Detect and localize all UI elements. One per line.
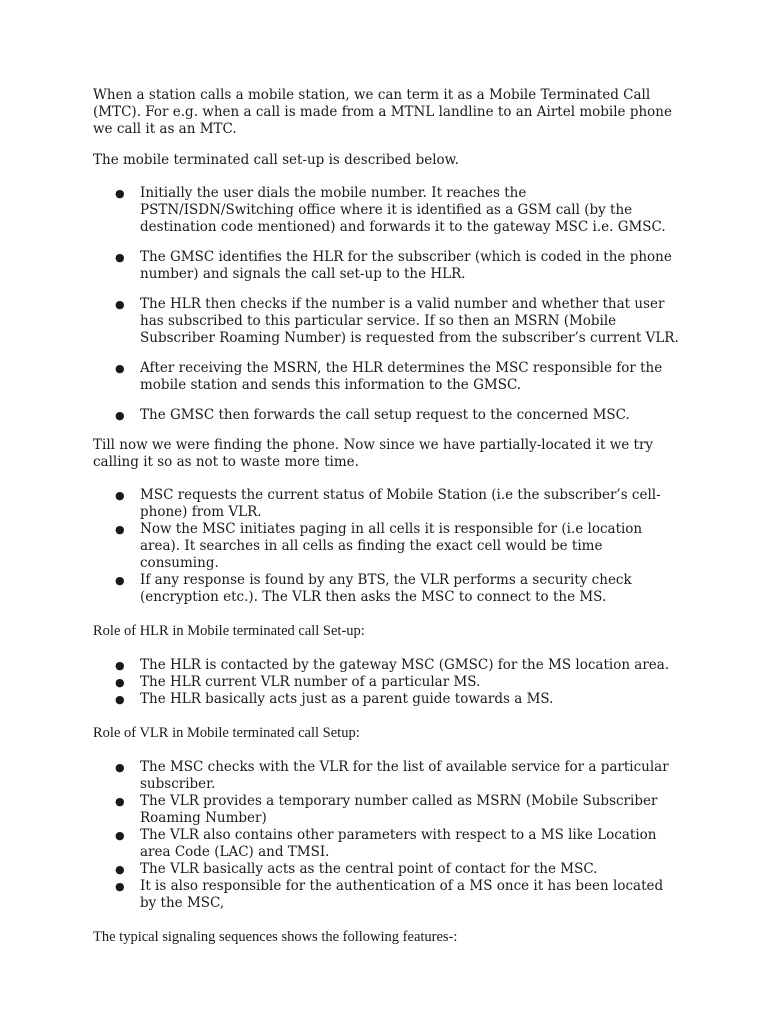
bullet-icon: ● (115, 251, 125, 264)
list-item: ● After receiving the MSRN, the HLR determines the MSC responsible for the mobile station and sends this information to the GMSC. (115, 360, 663, 393)
list-item: ● The VLR basically acts as the central point of contact for the MSC. (115, 861, 598, 877)
list-item: ● The GMSC then forwards the call setup request to the concerned MSC. (115, 407, 630, 423)
bullet-icon: ● (115, 863, 125, 876)
bullet-icon: ● (115, 761, 125, 774)
list-item: ● The HLR is contacted by the gateway MSC (GMSC) for the MS location area. (115, 657, 670, 673)
hlr-points-list (93, 657, 683, 708)
list-item: ● The VLR also contains other parameters with respect to a MS like Location area Code (LAC) and TMSI. (115, 827, 657, 860)
intro-paragraph: When a station calls a mobile station, we can term it as a Mobile Terminated Call (MTC). For e.g. when a call is made from a MTNL landline to an Airtel mobile phone we call it as an MTC. (93, 87, 672, 137)
list-item: ● The VLR provides a temporary number called as MSRN (Mobile Subscriber Roaming Number) (115, 793, 658, 826)
list-item: ● If any response is found by any BTS, the VLR performs a security check (encryption etc.). The VLR then asks the MSC to connect to the MS. (115, 572, 632, 605)
bullet-icon: ● (115, 574, 125, 587)
list-item: ● The HLR then checks if the number is a valid number and whether that user has subscribed to this particular service. If so then an MSRN (Mobile Subscriber Roaming Number) is requested from the subscriber’s current VLR. (115, 296, 679, 346)
bullet-icon: ● (115, 409, 125, 422)
list-item: ● The GMSC identifies the HLR for the subscriber (which is coded in the phone number) and signals the call set-up to the HLR. (115, 249, 672, 282)
bullet-icon: ● (115, 298, 125, 311)
bullet-icon: ● (115, 523, 125, 536)
bullet-icon: ● (115, 880, 125, 893)
document-body (93, 87, 683, 946)
list-item: ● It is also responsible for the authentication of a MS once it has been located by the MSC, (115, 878, 664, 911)
list-item: ● The HLR current VLR number of a particular MS. (115, 674, 481, 690)
bullet-icon: ● (115, 187, 125, 200)
bullet-icon: ● (115, 829, 125, 842)
vlr-heading: Role of VLR in Mobile terminated call Setup: (93, 725, 360, 741)
setup-steps-list (93, 185, 683, 424)
bullet-icon: ● (115, 795, 125, 808)
vlr-points-list (93, 759, 683, 912)
bullet-icon: ● (115, 659, 125, 672)
bullet-icon: ● (115, 362, 125, 375)
till-now-paragraph: Till now we were finding the phone. Now since we have partially-located it we try calling it so as not to waste more time. (93, 437, 654, 470)
list-item: ● Initially the user dials the mobile number. It reaches the PSTN/ISDN/Switching office where it is identified as a GSM call (by the destination code mentioned) and forwards it to the gateway MSC i.e. GMSC. (115, 185, 666, 235)
list-item: ● The MSC checks with the VLR for the list of available service for a particular subscriber. (115, 759, 669, 792)
setup-intro-paragraph: The mobile terminated call set-up is described below. (93, 152, 459, 168)
bullet-icon: ● (115, 676, 125, 689)
typical-paragraph: The typical signaling sequences shows the following features-: (93, 929, 458, 945)
paging-steps-list (93, 487, 683, 606)
bullet-icon: ● (115, 693, 125, 706)
hlr-heading: Role of HLR in Mobile terminated call Set-up: (93, 623, 365, 639)
bullet-icon: ● (115, 489, 125, 502)
list-item: ● The HLR basically acts just as a parent guide towards a MS. (115, 691, 554, 707)
list-item: ● MSC requests the current status of Mobile Station (i.e the subscriber’s cell-phone) from VLR. (115, 487, 661, 520)
list-item: ● Now the MSC initiates paging in all cells it is responsible for (i.e location area). It searches in all cells as finding the exact cell would be time consuming. (115, 521, 643, 571)
